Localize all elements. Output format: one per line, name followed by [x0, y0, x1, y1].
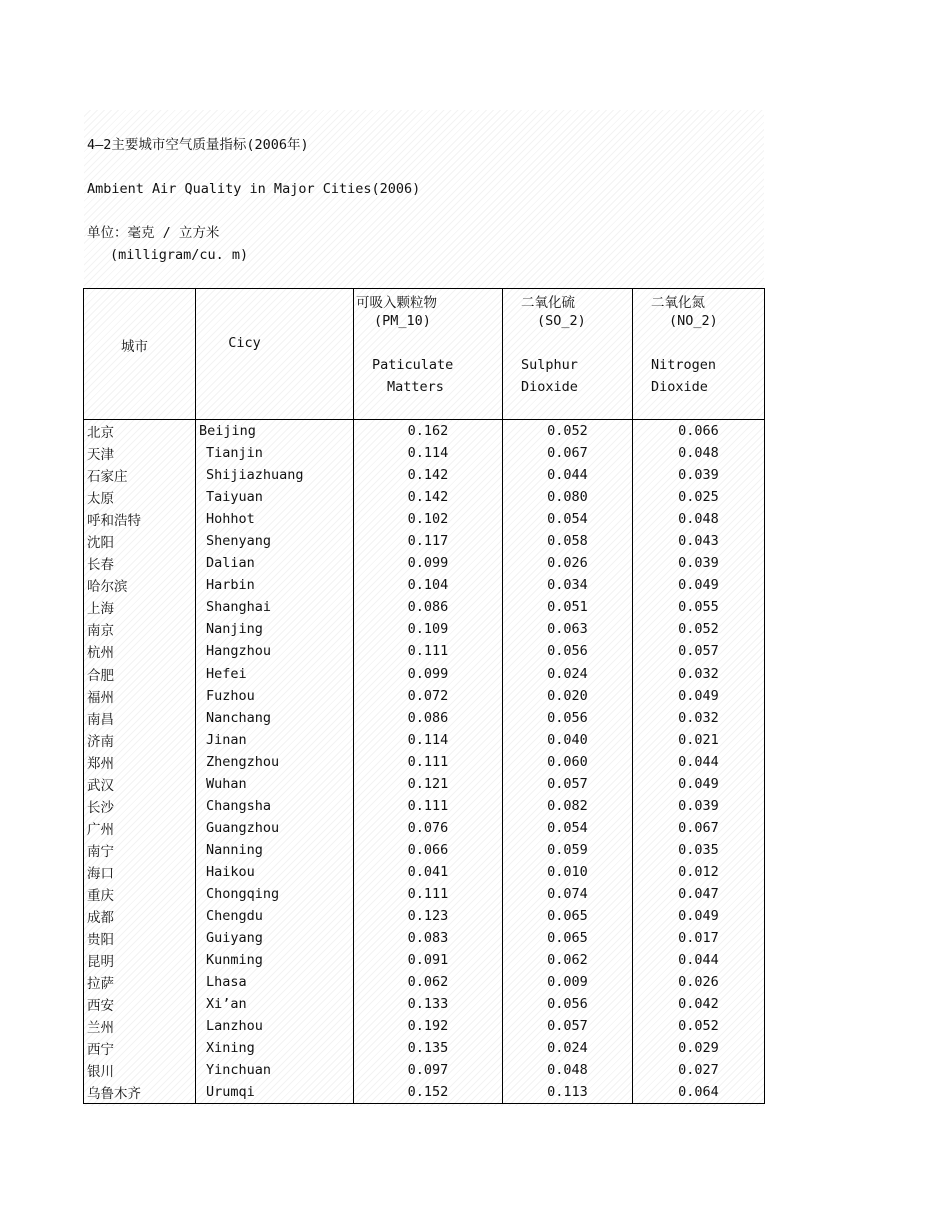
city-name-en: Shanghai [196, 596, 354, 618]
no2-value: 0.017 [633, 927, 765, 949]
title-english: Ambient Air Quality in Major Cities(2006) [87, 181, 421, 197]
pm10-value: 0.114 [354, 729, 503, 751]
so2-value: 0.054 [503, 817, 633, 839]
no2-value: 0.047 [633, 883, 765, 905]
pm10-value: 0.111 [354, 640, 503, 662]
table-header-row [84, 289, 765, 420]
table-row [84, 685, 765, 707]
city-name-cn: 拉萨 [84, 971, 196, 993]
city-name-cn: 福州 [84, 685, 196, 707]
no2-value: 0.052 [633, 1015, 765, 1037]
so2-value: 0.051 [503, 596, 633, 618]
city-name-cn: 长春 [84, 552, 196, 574]
so2-value: 0.056 [503, 993, 633, 1015]
pm10-value: 0.117 [354, 530, 503, 552]
pm10-value: 0.099 [354, 663, 503, 685]
no2-value: 0.043 [633, 530, 765, 552]
so2-value: 0.024 [503, 1037, 633, 1059]
no2-value: 0.067 [633, 817, 765, 839]
so2-value: 0.074 [503, 883, 633, 905]
pm10-value: 0.066 [354, 839, 503, 861]
title-chinese: 4—2主要城市空气质量指标(2006年) [87, 137, 309, 153]
table-row [84, 839, 765, 861]
city-name-cn: 合肥 [84, 663, 196, 685]
city-name-en: Hohhot [196, 508, 354, 530]
city-name-cn: 西宁 [84, 1037, 196, 1059]
pm10-value: 0.162 [354, 420, 503, 443]
city-name-en: Nanjing [196, 618, 354, 640]
no2-value: 0.029 [633, 1037, 765, 1059]
so2-value: 0.024 [503, 663, 633, 685]
pm10-value: 0.086 [354, 596, 503, 618]
city-name-cn: 南宁 [84, 839, 196, 861]
no2-value: 0.032 [633, 663, 765, 685]
city-name-en: Wuhan [196, 773, 354, 795]
so2-value: 0.052 [503, 420, 633, 443]
city-name-en: Hefei [196, 663, 354, 685]
so2-value: 0.080 [503, 486, 633, 508]
table-row [84, 596, 765, 618]
so2-value: 0.063 [503, 618, 633, 640]
table-row [84, 971, 765, 993]
table-row [84, 663, 765, 685]
city-name-cn: 重庆 [84, 883, 196, 905]
so2-value: 0.009 [503, 971, 633, 993]
pm10-value: 0.102 [354, 508, 503, 530]
pm10-value: 0.109 [354, 618, 503, 640]
table-row [84, 861, 765, 883]
so2-value: 0.026 [503, 552, 633, 574]
pm10-value: 0.135 [354, 1037, 503, 1059]
no2-value: 0.039 [633, 795, 765, 817]
city-name-en: Hangzhou [196, 640, 354, 662]
so2-value: 0.056 [503, 707, 633, 729]
table-row [84, 530, 765, 552]
city-name-cn: 石家庄 [84, 464, 196, 486]
city-name-en: Guiyang [196, 927, 354, 949]
table-body [84, 420, 765, 1104]
city-name-cn: 太原 [84, 486, 196, 508]
no2-value: 0.025 [633, 486, 765, 508]
city-name-cn: 广州 [84, 817, 196, 839]
header-city-en: Cicy [196, 289, 354, 420]
table-row [84, 1015, 765, 1037]
city-name-en: Kunming [196, 949, 354, 971]
city-name-cn: 贵阳 [84, 927, 196, 949]
no2-value: 0.049 [633, 574, 765, 596]
pm10-value: 0.142 [354, 464, 503, 486]
city-name-en: Chongqing [196, 883, 354, 905]
no2-value: 0.049 [633, 773, 765, 795]
so2-value: 0.048 [503, 1059, 633, 1081]
city-name-en: Nanning [196, 839, 354, 861]
header-city-cn: 城市 [84, 289, 196, 420]
no2-value: 0.064 [633, 1081, 765, 1104]
city-name-en: Nanchang [196, 707, 354, 729]
so2-value: 0.065 [503, 905, 633, 927]
table-row [84, 464, 765, 486]
table-row [84, 883, 765, 905]
city-name-en: Zhengzhou [196, 751, 354, 773]
no2-value: 0.052 [633, 618, 765, 640]
pm10-value: 0.083 [354, 927, 503, 949]
so2-value: 0.062 [503, 949, 633, 971]
pm10-value: 0.086 [354, 707, 503, 729]
no2-value: 0.039 [633, 464, 765, 486]
city-name-en: Shenyang [196, 530, 354, 552]
no2-value: 0.044 [633, 751, 765, 773]
city-name-en: Lanzhou [196, 1015, 354, 1037]
table-row [84, 442, 765, 464]
city-name-cn: 南昌 [84, 707, 196, 729]
so2-value: 0.113 [503, 1081, 633, 1104]
city-name-cn: 南京 [84, 618, 196, 640]
so2-value: 0.056 [503, 640, 633, 662]
city-name-cn: 银川 [84, 1059, 196, 1081]
pm10-value: 0.097 [354, 1059, 503, 1081]
pm10-value: 0.111 [354, 883, 503, 905]
table-row [84, 949, 765, 971]
city-name-cn: 海口 [84, 861, 196, 883]
table-row [84, 552, 765, 574]
city-name-cn: 郑州 [84, 751, 196, 773]
city-name-en: Beijing [196, 420, 354, 443]
no2-value: 0.048 [633, 442, 765, 464]
no2-value: 0.012 [633, 861, 765, 883]
unit-english: (milligram/cu. m) [110, 247, 249, 263]
table-row [84, 486, 765, 508]
city-name-en: Dalian [196, 552, 354, 574]
city-name-cn: 杭州 [84, 640, 196, 662]
city-name-cn: 呼和浩特 [84, 508, 196, 530]
pm10-value: 0.062 [354, 971, 503, 993]
table-row [84, 1037, 765, 1059]
no2-value: 0.049 [633, 685, 765, 707]
pm10-value: 0.099 [354, 552, 503, 574]
city-name-en: Lhasa [196, 971, 354, 993]
pm10-value: 0.111 [354, 795, 503, 817]
so2-value: 0.060 [503, 751, 633, 773]
so2-value: 0.044 [503, 464, 633, 486]
header-pm10: 可吸入颗粒物 (PM_10) Paticulate Matters [354, 289, 503, 420]
no2-value: 0.048 [633, 508, 765, 530]
so2-value: 0.059 [503, 839, 633, 861]
city-name-en: Changsha [196, 795, 354, 817]
pm10-value: 0.041 [354, 861, 503, 883]
table-row [84, 773, 765, 795]
header-so2: 二氧化硫 (SO_2) Sulphur Dioxide [503, 289, 633, 420]
city-name-cn: 武汉 [84, 773, 196, 795]
table-row [84, 817, 765, 839]
pm10-value: 0.114 [354, 442, 503, 464]
pm10-value: 0.076 [354, 817, 503, 839]
city-name-cn: 天津 [84, 442, 196, 464]
table-row [84, 420, 765, 443]
pm10-value: 0.104 [354, 574, 503, 596]
city-name-en: Chengdu [196, 905, 354, 927]
header-no2: 二氧化氮 (NO_2) Nitrogen Dioxide [633, 289, 765, 420]
so2-value: 0.057 [503, 1015, 633, 1037]
city-name-en: Xi’an [196, 993, 354, 1015]
table-row [84, 729, 765, 751]
pm10-value: 0.192 [354, 1015, 503, 1037]
city-name-cn: 北京 [84, 420, 196, 443]
pm10-value: 0.072 [354, 685, 503, 707]
city-name-en: Haikou [196, 861, 354, 883]
city-name-cn: 上海 [84, 596, 196, 618]
so2-value: 0.058 [503, 530, 633, 552]
table-row [84, 574, 765, 596]
city-name-en: Tianjin [196, 442, 354, 464]
city-name-cn: 成都 [84, 905, 196, 927]
so2-value: 0.065 [503, 927, 633, 949]
table-row [84, 1081, 765, 1104]
no2-value: 0.032 [633, 707, 765, 729]
city-name-cn: 乌鲁木齐 [84, 1081, 196, 1104]
no2-value: 0.057 [633, 640, 765, 662]
table-row [84, 1059, 765, 1081]
pm10-value: 0.142 [354, 486, 503, 508]
no2-value: 0.027 [633, 1059, 765, 1081]
city-name-en: Harbin [196, 574, 354, 596]
no2-value: 0.049 [633, 905, 765, 927]
so2-value: 0.020 [503, 685, 633, 707]
no2-value: 0.066 [633, 420, 765, 443]
table-row [84, 640, 765, 662]
so2-value: 0.082 [503, 795, 633, 817]
city-name-en: Guangzhou [196, 817, 354, 839]
city-name-en: Taiyuan [196, 486, 354, 508]
so2-value: 0.057 [503, 773, 633, 795]
city-name-cn: 西安 [84, 993, 196, 1015]
city-name-en: Xining [196, 1037, 354, 1059]
table-row [84, 618, 765, 640]
so2-value: 0.054 [503, 508, 633, 530]
table-row [84, 707, 765, 729]
no2-value: 0.021 [633, 729, 765, 751]
table-row [84, 993, 765, 1015]
table-row [84, 508, 765, 530]
pm10-value: 0.091 [354, 949, 503, 971]
so2-value: 0.067 [503, 442, 633, 464]
so2-value: 0.034 [503, 574, 633, 596]
pm10-value: 0.133 [354, 993, 503, 1015]
city-name-cn: 长沙 [84, 795, 196, 817]
city-name-en: Yinchuan [196, 1059, 354, 1081]
table-row [84, 927, 765, 949]
city-name-cn: 哈尔滨 [84, 574, 196, 596]
city-name-en: Shijiazhuang [196, 464, 354, 486]
unit-chinese: 单位：毫克 / 立方米 [87, 225, 220, 241]
city-name-cn: 沈阳 [84, 530, 196, 552]
city-name-cn: 昆明 [84, 949, 196, 971]
no2-value: 0.026 [633, 971, 765, 993]
table-row [84, 795, 765, 817]
so2-value: 0.040 [503, 729, 633, 751]
table-row [84, 751, 765, 773]
table-row [84, 905, 765, 927]
pm10-value: 0.123 [354, 905, 503, 927]
pm10-value: 0.121 [354, 773, 503, 795]
no2-value: 0.044 [633, 949, 765, 971]
city-name-cn: 济南 [84, 729, 196, 751]
air-quality-table [83, 288, 765, 1104]
city-name-en: Jinan [196, 729, 354, 751]
city-name-en: Fuzhou [196, 685, 354, 707]
pm10-value: 0.111 [354, 751, 503, 773]
city-name-en: Urumqi [196, 1081, 354, 1104]
so2-value: 0.010 [503, 861, 633, 883]
no2-value: 0.039 [633, 552, 765, 574]
city-name-cn: 兰州 [84, 1015, 196, 1037]
pm10-value: 0.152 [354, 1081, 503, 1104]
no2-value: 0.035 [633, 839, 765, 861]
no2-value: 0.042 [633, 993, 765, 1015]
no2-value: 0.055 [633, 596, 765, 618]
